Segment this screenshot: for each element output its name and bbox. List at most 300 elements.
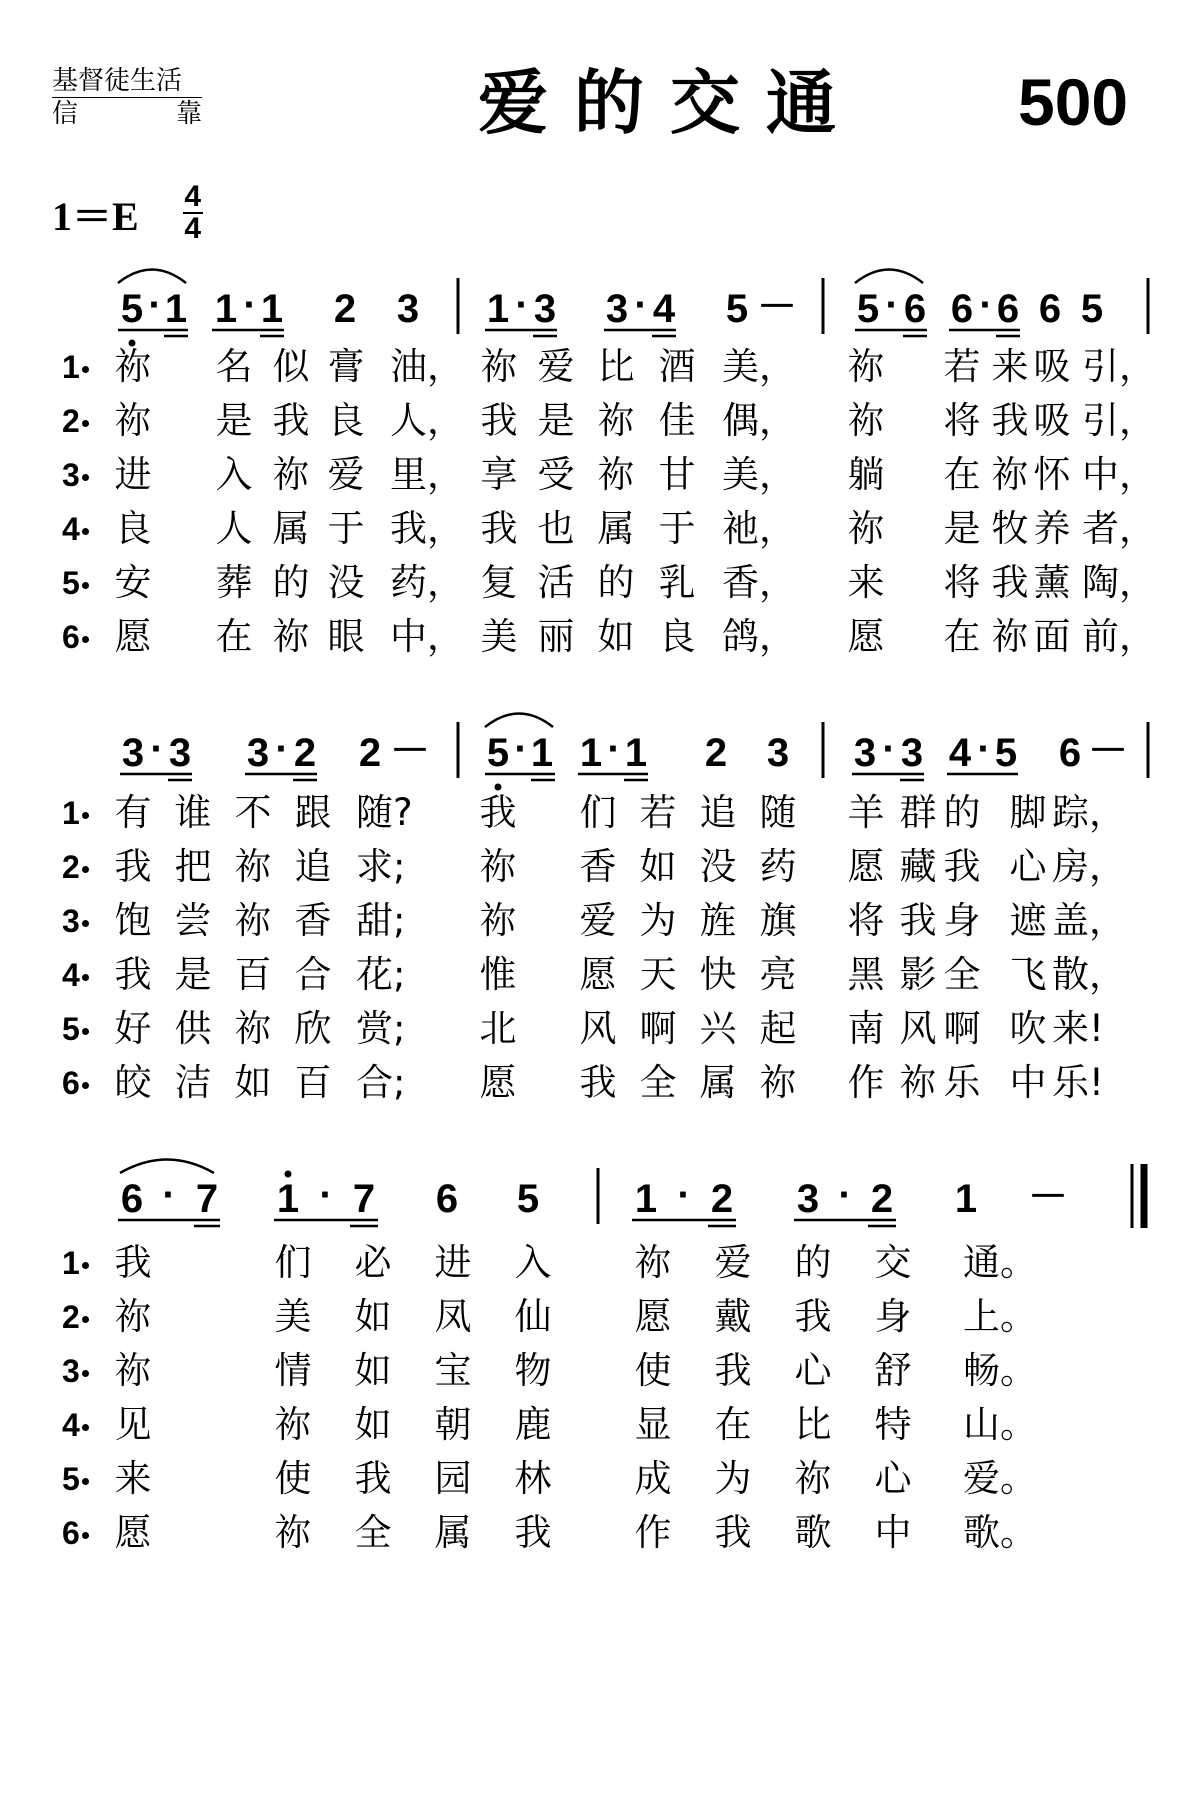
lyric-char: 爱: [537, 345, 575, 388]
note: 3: [396, 287, 420, 331]
note: 5: [994, 731, 1018, 775]
lyric-char: 我: [943, 845, 981, 888]
verse-number: 3: [62, 903, 80, 939]
lyric-char: 祢: [847, 507, 885, 550]
verse-line: [0, 840, 1200, 894]
lyric-char: 我: [480, 507, 518, 550]
lyric-char: 祢: [597, 453, 635, 496]
dot: ·: [162, 1173, 176, 1217]
dash: －: [1088, 729, 1128, 773]
lyric-char: 薰: [1033, 561, 1071, 604]
verse-line: [0, 1452, 1200, 1506]
note: 3: [853, 731, 877, 775]
lyric-char: 油，: [390, 345, 464, 388]
hymn-number: 500: [1018, 65, 1129, 139]
dot: ·: [838, 1173, 852, 1217]
lyric-char: 祢: [114, 1349, 152, 1392]
dot: ·: [607, 727, 621, 771]
lyric-char: 中: [1009, 1061, 1047, 1104]
lyric-char: 来: [114, 1457, 152, 1500]
verse-line: [0, 448, 1200, 502]
lyric-char: 全: [943, 953, 981, 996]
lyric-char: 合;: [356, 1061, 406, 1104]
slur: [855, 270, 923, 284]
lyric-char: 交: [874, 1241, 912, 1284]
lyric-char: 爱: [714, 1241, 752, 1284]
lyric-char: 丽: [537, 615, 575, 658]
note: 1: [954, 1177, 978, 1221]
note: 3: [605, 287, 629, 331]
lyric-char: 百: [294, 1061, 332, 1104]
lyric-char: 畅。: [963, 1349, 1037, 1392]
lyric-char: 葬: [215, 561, 253, 604]
verse-chars: [0, 1236, 1200, 1290]
lyric-char: 属: [597, 507, 635, 550]
lyric-char: 愿: [114, 615, 152, 658]
lyric-char: 我: [579, 1061, 617, 1104]
lyric-char: 祢: [480, 345, 518, 388]
verse-chars: [0, 786, 1200, 840]
lyric-char: 名: [215, 345, 253, 388]
note: 1: [214, 287, 238, 331]
lyric-char: 没: [327, 561, 365, 604]
lyric-char: 把: [174, 845, 212, 888]
note: 4: [948, 731, 972, 775]
lyric-char: 身: [874, 1295, 912, 1338]
lyric-char: 为: [714, 1457, 752, 1500]
time-signature-top: 4: [184, 180, 202, 213]
lyric-char: 来: [847, 561, 885, 604]
lyric-char: 祢: [899, 1061, 937, 1104]
note: 5: [486, 731, 510, 775]
verse-number: 1: [62, 1245, 80, 1281]
lyric-char: 踪，: [1052, 791, 1126, 834]
verse-chars: [0, 1452, 1200, 1506]
lyric-char: 群: [899, 791, 937, 834]
lyric-char: 的: [794, 1241, 832, 1284]
note: 6: [903, 287, 927, 331]
lyric-char: 百: [234, 953, 272, 996]
verse-chars: [0, 502, 1200, 556]
lyric-char: 眼: [327, 615, 365, 658]
lyric-char: 们: [274, 1241, 312, 1284]
verse-chars: [0, 448, 1200, 502]
lyric-char: 祢: [234, 899, 272, 942]
lyric-char: 必: [354, 1241, 392, 1284]
lyric-char: 美: [274, 1295, 312, 1338]
lyric-char: 祢: [114, 1295, 152, 1338]
dot: ·: [885, 283, 899, 327]
note: 6: [996, 287, 1020, 331]
lyric-char: 复: [480, 561, 518, 604]
verse-chars: [0, 840, 1200, 894]
lyric-char: 遮: [1009, 899, 1047, 942]
lyric-char: 上。: [963, 1295, 1037, 1338]
lyric-char: 饱: [114, 899, 152, 942]
lyric-char: 羊: [847, 791, 885, 834]
lyric-char: 们: [579, 791, 617, 834]
lyric-char: 祢: [234, 845, 272, 888]
lyric-char: 心: [1009, 845, 1047, 888]
lyric-char: 面: [1033, 615, 1071, 658]
lyric-char: 洁: [174, 1061, 212, 1104]
verse-line: [0, 1002, 1200, 1056]
verse-number: 1: [62, 795, 80, 831]
note: 3: [533, 287, 557, 331]
verse-line: [0, 556, 1200, 610]
verse-line: [0, 1398, 1200, 1452]
lyric-char: 物: [514, 1349, 552, 1392]
note: 3: [168, 731, 192, 775]
lyric-char: 引，: [1082, 399, 1156, 442]
lyric-char: 入: [215, 453, 253, 496]
note: 7: [352, 1177, 376, 1221]
note: 1: [634, 1177, 658, 1221]
lyric-char: 酒: [658, 345, 696, 388]
lyric-char: 我: [479, 791, 517, 834]
note: 6: [950, 287, 974, 331]
verse-chars: [0, 948, 1200, 1002]
slur: [485, 714, 553, 728]
lyric-char: 祢: [759, 1061, 797, 1104]
lyric-char: 祢: [479, 899, 517, 942]
lyric-char: 是: [215, 399, 253, 442]
dash: －: [757, 285, 797, 329]
lyric-char: 愿: [634, 1295, 672, 1338]
verse-number: 4: [62, 957, 80, 993]
lyric-char: 作: [847, 1061, 885, 1104]
lyric-char: 香，: [722, 561, 796, 604]
lyric-char: 祢: [479, 845, 517, 888]
lyric-char: 愿: [479, 1061, 517, 1104]
lyric-char: 入: [514, 1241, 552, 1284]
lyric-char: 我: [714, 1349, 752, 1392]
lyric-char: 朝: [434, 1403, 472, 1446]
lyric-char: 将: [943, 399, 981, 442]
lyric-char: 我: [114, 845, 152, 888]
note: 2: [870, 1177, 894, 1221]
dash: －: [1028, 1175, 1068, 1219]
lyric-char: 心: [794, 1349, 832, 1392]
lyric-char: 祢: [794, 1457, 832, 1500]
lyric-char: 安: [114, 561, 152, 604]
verse-number: 3: [62, 1353, 80, 1389]
lyric-char: 祢: [274, 1511, 312, 1554]
lyric-char: 风: [899, 1007, 937, 1050]
lyric-char: 吸: [1033, 345, 1071, 388]
lyric-char: 美，: [722, 453, 796, 496]
note: 5: [516, 1177, 540, 1221]
lyric-char: 于: [658, 507, 696, 550]
note: 1: [530, 731, 554, 775]
verse-line: [0, 610, 1200, 664]
lyric-char: 跟: [294, 791, 332, 834]
lyric-char: 中，: [1082, 453, 1156, 496]
lyric-char: 散，: [1052, 953, 1126, 996]
category-line2-char: 信: [52, 99, 79, 129]
lyric-char: 黑: [847, 953, 885, 996]
lyric-char: 愿: [847, 615, 885, 658]
lyric-char: 的: [943, 791, 981, 834]
lyric-char: 心: [874, 1457, 912, 1500]
lyric-char: 愿: [114, 1511, 152, 1554]
lyric-char: 合: [294, 953, 332, 996]
lyric-char: 园: [434, 1457, 472, 1500]
lyric-char: 仙: [514, 1295, 552, 1338]
dot: ·: [150, 727, 164, 771]
verse-chars: [0, 1290, 1200, 1344]
lyric-char: 活: [537, 561, 575, 604]
note: 6: [1038, 287, 1062, 331]
note: 6: [1058, 731, 1082, 775]
lyric-char: 尝: [174, 899, 212, 942]
lyric-char: 通。: [963, 1241, 1037, 1284]
lyric-char: 风: [579, 1007, 617, 1050]
dot: ·: [275, 727, 289, 771]
lyric-char: 中: [874, 1511, 912, 1554]
lyric-char: 我: [991, 399, 1029, 442]
verse-number: 2: [62, 849, 80, 885]
verse-number: 6: [62, 1515, 80, 1551]
lyric-char: 愿: [579, 953, 617, 996]
lyric-char: 吹: [1009, 1007, 1047, 1050]
key-signature: 1＝E: [52, 193, 139, 239]
lyric-char: 祢: [272, 453, 310, 496]
slur: [118, 270, 186, 284]
lyric-char: 随?: [356, 791, 413, 834]
verse-line: [0, 340, 1200, 394]
verse-line: [0, 786, 1200, 840]
dot: ·: [634, 283, 648, 327]
lyric-char: 将: [943, 561, 981, 604]
lyric-char: 我: [114, 953, 152, 996]
verse-line: [0, 1056, 1200, 1110]
lyric-char: 鹿: [514, 1403, 552, 1446]
verse-line: [0, 1290, 1200, 1344]
note: 1: [164, 287, 188, 331]
lyric-char: 天: [639, 953, 677, 996]
lyric-char: 盖，: [1052, 899, 1126, 942]
lyric-char: 在: [943, 615, 981, 658]
lyric-char: 如: [597, 615, 635, 658]
lyric-char: 使: [634, 1349, 672, 1392]
verse-chars: [0, 556, 1200, 610]
note: 5: [120, 287, 144, 331]
lyric-char: 我: [480, 399, 518, 442]
lyric-char: 是: [943, 507, 981, 550]
lyric-char: 鸽，: [722, 615, 796, 658]
note: 1: [276, 1177, 300, 1221]
time-signature-bottom: 4: [184, 212, 202, 245]
lyric-char: 成: [634, 1457, 672, 1500]
lyric-char: 在: [215, 615, 253, 658]
slur: [120, 1160, 214, 1174]
lyric-char: 情: [274, 1349, 312, 1392]
lyric-char: 若: [943, 345, 981, 388]
lyric-char: 爱: [579, 899, 617, 942]
lyric-char: 比: [794, 1403, 832, 1446]
category-line1: 基督徒生活: [52, 66, 183, 96]
verse-number: 6: [62, 619, 80, 655]
verse-number: 5: [62, 565, 80, 601]
verse-line: [0, 502, 1200, 556]
dot: ·: [243, 283, 257, 327]
lyric-char: 为: [639, 899, 677, 942]
lyric-char: 将: [847, 899, 885, 942]
lyric-char: 也: [537, 507, 575, 550]
lyric-char: 兴: [699, 1007, 737, 1050]
lyric-char: 的: [597, 561, 635, 604]
lyric-char: 良: [114, 507, 152, 550]
lyric-char: 我，: [390, 507, 464, 550]
lyric-char: 啊: [943, 1007, 981, 1050]
verse-line: [0, 394, 1200, 448]
note: 2: [704, 731, 728, 775]
lyric-char: 使: [274, 1457, 312, 1500]
lyric-char: 啊: [639, 1007, 677, 1050]
lyric-char: 享: [480, 453, 518, 496]
lyric-char: 在: [943, 453, 981, 496]
lyric-char: 是: [174, 953, 212, 996]
lyric-char: 追: [294, 845, 332, 888]
note: 7: [195, 1177, 219, 1221]
lyric-char: 影: [899, 953, 937, 996]
lyric-char: 祢: [274, 1403, 312, 1446]
lyric-char: 进: [434, 1241, 472, 1284]
note: 6: [120, 1177, 144, 1221]
lyric-char: 飞: [1009, 953, 1047, 996]
lyric-char: 如: [354, 1295, 392, 1338]
verse-number: 2: [62, 403, 80, 439]
note: 1: [579, 731, 603, 775]
lyric-char: 求;: [356, 845, 406, 888]
lyric-char: 人，: [390, 399, 464, 442]
lyric-char: 属: [434, 1511, 472, 1554]
lyric-char: 起: [759, 1007, 797, 1050]
lyric-char: 前，: [1082, 615, 1156, 658]
lyric-char: 祢: [634, 1241, 672, 1284]
lyric-char: 我: [991, 561, 1029, 604]
lyric-char: 祢: [234, 1007, 272, 1050]
verse-number: 2: [62, 1299, 80, 1335]
lyric-char: 我: [114, 1241, 152, 1284]
lyric-char: 没: [699, 845, 737, 888]
lyric-char: 见: [114, 1403, 152, 1446]
verse-line: [0, 1344, 1200, 1398]
note: 2: [293, 731, 317, 775]
note: 5: [856, 287, 880, 331]
lyric-char: 者，: [1082, 507, 1156, 550]
lyric-char: 我: [354, 1457, 392, 1500]
verse-chars: [0, 1002, 1200, 1056]
lyric-char: 特: [874, 1403, 912, 1446]
lyric-char: 赏;: [356, 1007, 406, 1050]
verse-chars: [0, 340, 1200, 394]
lyric-char: 旗: [759, 899, 797, 942]
verse-line: [0, 948, 1200, 1002]
lyric-char: 膏: [327, 345, 365, 388]
verse-chars: [0, 1506, 1200, 1560]
verse-line: [0, 1236, 1200, 1290]
lyric-char: 来: [991, 345, 1029, 388]
lyric-char: 谁: [174, 791, 212, 834]
note: 3: [766, 731, 790, 775]
lyric-char: 歌。: [963, 1511, 1037, 1554]
lyric-char: 如: [234, 1061, 272, 1104]
lyric-char: 属: [699, 1061, 737, 1104]
key-signature-block: [52, 178, 203, 248]
lyric-char: 祢: [597, 399, 635, 442]
lyric-char: 北: [479, 1007, 517, 1050]
category-divider: [52, 97, 202, 98]
hymn-title: 爱的交通: [478, 62, 862, 144]
lyric-char: 进: [114, 453, 152, 496]
lyric-char: 祢: [114, 345, 152, 388]
lyric-char: 偶，: [722, 399, 796, 442]
dot: ·: [677, 1173, 691, 1217]
note: 4: [652, 287, 676, 331]
verse-number: 4: [62, 1407, 80, 1443]
lyric-char: 追: [699, 791, 737, 834]
note: 2: [333, 287, 357, 331]
lyric-char: 惟: [479, 953, 517, 996]
lyric-char: 爱: [327, 453, 365, 496]
lyric-char: 宝: [434, 1349, 472, 1392]
lyric-char: 甜;: [356, 899, 406, 942]
lyric-char: 戴: [714, 1295, 752, 1338]
lyric-char: 爱。: [963, 1457, 1037, 1500]
verse-number: 5: [62, 1011, 80, 1047]
lyric-char: 牧: [991, 507, 1029, 550]
lyric-char: 我: [272, 399, 310, 442]
lyric-char: 良: [327, 399, 365, 442]
lyric-char: 陶，: [1082, 561, 1156, 604]
verse-chars: [0, 1056, 1200, 1110]
verse-number: 1: [62, 349, 80, 385]
lyric-char: 在: [714, 1403, 752, 1446]
verse-number: 6: [62, 1065, 80, 1101]
lyric-char: 欣: [294, 1007, 332, 1050]
note: 6: [435, 1177, 459, 1221]
verse-chars: [0, 1344, 1200, 1398]
note: 5: [725, 287, 749, 331]
lyric-char: 乐!: [1052, 1061, 1104, 1104]
lyric-char: 怀: [1033, 453, 1071, 496]
lyric-char: 全: [354, 1511, 392, 1554]
lyric-char: 甘: [658, 453, 696, 496]
dot: ·: [882, 727, 896, 771]
lyric-char: 乐: [943, 1061, 981, 1104]
lyric-char: 房，: [1052, 845, 1126, 888]
lyric-char: 南: [847, 1007, 885, 1050]
lyric-char: 的: [272, 561, 310, 604]
verse-chars: [0, 1398, 1200, 1452]
lyric-char: 人: [215, 507, 253, 550]
verse-chars: [0, 894, 1200, 948]
lyric-char: 不: [234, 791, 272, 834]
dot: ·: [148, 283, 162, 327]
lyric-char: 若: [639, 791, 677, 834]
lyric-char: 歌: [794, 1511, 832, 1554]
lyric-char: 亮: [759, 953, 797, 996]
lyric-char: 好: [114, 1007, 152, 1050]
lyric-char: 祂，: [722, 507, 796, 550]
note: 1: [486, 287, 510, 331]
note: 3: [900, 731, 924, 775]
lyric-char: 如: [639, 845, 677, 888]
lyric-char: 我: [794, 1295, 832, 1338]
lyric-char: 作: [634, 1511, 672, 1554]
